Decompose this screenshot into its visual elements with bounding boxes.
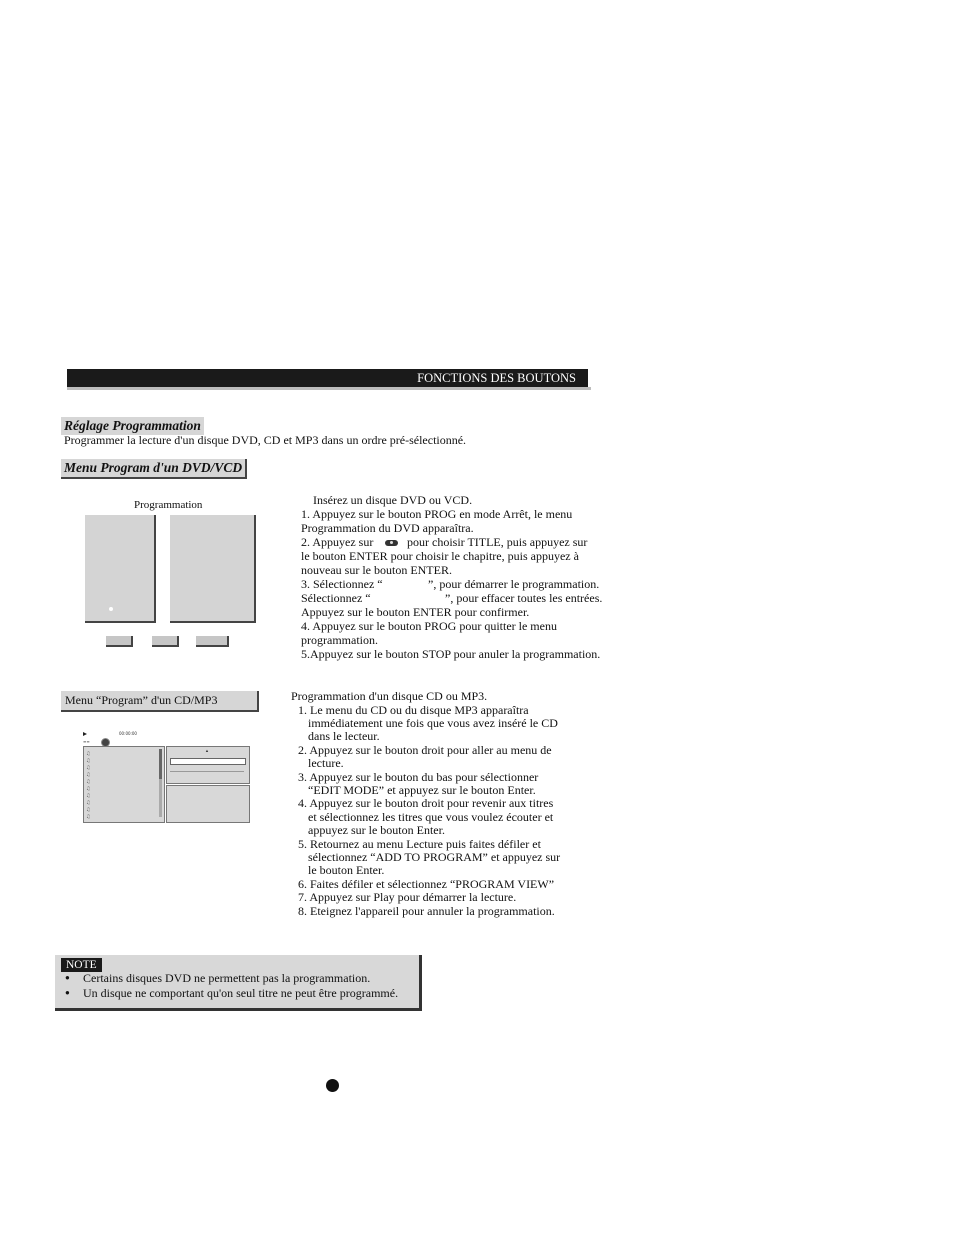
menu-item-highlight xyxy=(170,758,246,765)
track-list-icons: ♫ ♫ ♫ ♫ ♫ ♫ ♫ ♫ ♫ ♫ xyxy=(86,751,91,820)
section-description: Programmer la lecture d'un disque DVD, CD et MP3 dans un ordre pré-sélectionné. xyxy=(64,433,467,447)
note-item-2: Un disque ne comportant qu'on seul titre ne peut être programmé. xyxy=(83,986,399,1000)
dvd-step-intro: Insérez un disque DVD ou VCD. xyxy=(313,493,473,507)
header-shadow xyxy=(67,387,591,390)
cd-step-intro: Programmation d'un disque CD ou MP3. xyxy=(291,689,488,703)
title-list-panel xyxy=(85,515,156,623)
dvd-step-2b: pour choisir TITLE, puis appuyez sur xyxy=(407,535,588,549)
cd-step-2: 2. Appuyez sur le bouton droit pour aller au menu de xyxy=(298,743,552,757)
cd-step-2-cont: lecture. xyxy=(308,756,344,770)
cursor-dot-icon xyxy=(109,607,113,611)
exit-program-button xyxy=(196,636,229,647)
chapter-list-panel xyxy=(170,515,256,623)
menu-item xyxy=(170,766,244,772)
cd-step-4-cont2: appuyez sur le bouton Enter. xyxy=(308,823,445,837)
header-title: FONCTIONS DES BOUTONS xyxy=(417,371,576,385)
section-title-reglage: Réglage Programmation xyxy=(61,417,204,435)
bullet-icon: ● xyxy=(65,973,70,982)
cd-step-4-cont1: et sélectionnez les titres que vous voulez écouter et xyxy=(308,810,554,824)
track-scrollbar xyxy=(159,749,162,817)
dvd-step-4-cont: programmation. xyxy=(301,633,378,647)
dvd-step-5: 5.Appuyez sur le bouton STOP pour anuler la programmation. xyxy=(301,647,601,661)
cd-step-4: 4. Appuyez sur le bouton droit pour revenir aux titres xyxy=(298,796,554,810)
section-header-bar xyxy=(67,369,588,387)
play-icon xyxy=(83,732,87,736)
cd-step-5-cont1: sélectionnez “ADD TO PROGRAM” et appuyez sur xyxy=(308,850,561,864)
section-title-cd: Menu “Program” d'un CD/MP3 xyxy=(61,691,259,712)
cd-step-5: 5. Retournez au menu Lecture puis faites défiler et xyxy=(298,837,541,851)
dvd-step-3c: Sélectionnez “ xyxy=(301,591,371,605)
cd-step-3-cont: “EDIT MODE” et appuyez sur le bouton Enter. xyxy=(308,783,536,797)
dvd-step-4: 4. Appuyez sur le bouton PROG pour quitter le menu xyxy=(301,619,557,633)
dvd-step-1: 1. Appuyez sur le bouton PROG en mode Arrêt, le menu xyxy=(301,507,573,521)
track-list-panel xyxy=(83,746,165,823)
dvd-step-1-cont: Programmation du DVD apparaîtra. xyxy=(301,521,474,535)
program-list-panel xyxy=(166,785,250,823)
note-label: NOTE xyxy=(61,958,102,972)
dvd-step-2-cont1: le bouton ENTER pour choisir le chapitre, puis appuyez à xyxy=(301,549,579,563)
cd-step-1-cont2: dans le lecteur. xyxy=(308,729,380,743)
dvd-step-3d: ”, pour effacer toutes les entrées. xyxy=(445,591,603,605)
cd-step-3: 3. Appuyez sur le bouton du bas pour sélectionner xyxy=(298,770,539,784)
time-display: 00:00:00 xyxy=(119,731,137,736)
dvd-step-2-cont2: nouveau sur le bouton ENTER. xyxy=(301,563,452,577)
arrow-button-icon xyxy=(385,540,398,546)
clear-program-button xyxy=(152,636,179,647)
programmation-screen-title: Programmation xyxy=(134,499,203,511)
dvd-step-3-confirm: Appuyez sur le bouton ENTER pour confirmer. xyxy=(301,605,530,619)
section-title-dvd: Menu Program d'un DVD/VCD xyxy=(61,459,247,479)
page-number-dot-icon xyxy=(326,1079,339,1092)
cd-step-7: 7. Appuyez sur Play pour démarrer la lecture. xyxy=(298,890,517,904)
dvd-step-3a: 3. Sélectionnez “ xyxy=(301,577,383,591)
play-program-button xyxy=(106,636,133,647)
bullet-icon: ● xyxy=(65,988,70,997)
cd-step-8: 8. Eteignez l'appareil pour annuler la programmation. xyxy=(298,904,555,918)
disc-type-label: ≡≡ xyxy=(83,739,90,744)
dvd-step-2a: 2. Appuyez sur xyxy=(301,535,374,549)
cd-step-5-cont2: le bouton Enter. xyxy=(308,863,385,877)
dvd-step-3b: ”, pour démarrer le programmation. xyxy=(428,577,600,591)
playlist-menu-panel: ▲ xyxy=(166,746,250,784)
note-item-1: Certains disques DVD ne permettent pas la programmation. xyxy=(83,971,371,985)
cd-step-1: 1. Le menu du CD ou du disque MP3 apparaîtra xyxy=(298,703,529,717)
cd-step-6: 6. Faites défiler et sélectionnez “PROGRAM VIEW” xyxy=(298,877,555,891)
cd-step-1-cont1: immédiatement une fois que vous avez inséré le CD xyxy=(308,716,558,730)
